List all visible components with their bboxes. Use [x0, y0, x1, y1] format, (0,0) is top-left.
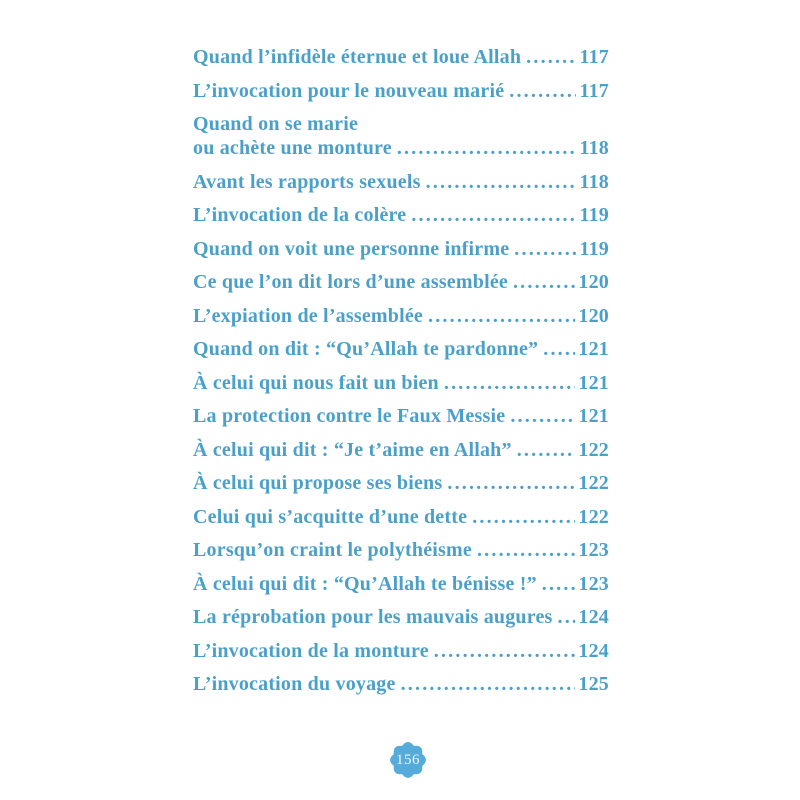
toc-entry-title: L’expiation de l’assemblée — [193, 304, 424, 327]
toc-entry — [193, 271, 609, 293]
dot-leader — [426, 171, 576, 193]
toc-entry — [193, 46, 609, 68]
toc-entry — [193, 204, 609, 226]
toc-entry-page: 122 — [578, 438, 609, 461]
toc-entry-title: À celui qui dit : “Qu’Allah te bénisse !” — [193, 572, 537, 595]
dot-leader — [444, 372, 576, 394]
dot-leader — [526, 46, 576, 68]
toc-entry-title: L’invocation du voyage — [193, 673, 396, 695]
dot-leader — [517, 439, 576, 461]
dot-leader — [477, 539, 575, 561]
toc-entry-page: 120 — [578, 271, 609, 293]
toc-entry-page: 122 — [578, 472, 609, 494]
toc-entry — [193, 573, 609, 595]
dot-leader — [434, 640, 576, 662]
toc-entry-page: 118 — [579, 170, 609, 193]
toc-entry-page: 117 — [579, 79, 609, 102]
toc-entry — [193, 338, 609, 360]
toc-entry — [193, 606, 609, 628]
toc-entry-title: La réprobation pour les mauvais augures — [193, 606, 553, 628]
toc-entry — [193, 640, 609, 662]
toc-entry-page: 124 — [578, 639, 609, 662]
toc-entry-title: Quand on voit une personne infirme — [193, 237, 510, 260]
dot-leader — [447, 472, 575, 494]
dot-leader — [397, 137, 576, 159]
dot-leader — [514, 238, 576, 260]
toc-entry — [193, 506, 609, 528]
toc-entry — [193, 238, 609, 260]
dot-leader — [542, 573, 576, 595]
toc-entry-page: 123 — [578, 539, 609, 561]
toc-entry-page: 118 — [579, 137, 609, 159]
toc-entry-title: À celui qui nous fait un bien — [193, 371, 439, 394]
toc-entry-title: Avant les rapports sexuels — [193, 170, 421, 193]
toc-entry-page: 124 — [578, 606, 609, 628]
toc-entry-page: 122 — [578, 505, 609, 528]
toc-entry — [193, 439, 609, 461]
dot-leader — [472, 506, 575, 528]
toc-entry-title: Quand l’infidèle éternue et loue Allah — [193, 46, 522, 68]
toc-entry — [193, 405, 609, 427]
toc-entry — [193, 113, 609, 159]
toc-entry — [193, 472, 609, 494]
toc-entry-page: 125 — [578, 673, 609, 695]
toc-entry-title: Ce que l’on dit lors d’une assemblée — [193, 271, 508, 293]
dot-leader — [513, 271, 575, 293]
toc-entry-title: L’invocation de la monture — [193, 639, 429, 662]
dot-leader — [509, 80, 576, 102]
toc-entry-page: 121 — [578, 371, 609, 394]
dot-leader — [411, 204, 576, 226]
toc-entry-title: Quand on dit : “Qu’Allah te pardonne” — [193, 338, 539, 360]
toc-entry-page: 121 — [578, 405, 609, 427]
toc-entry — [193, 539, 609, 561]
dot-leader — [401, 673, 576, 695]
dot-leader — [428, 305, 575, 327]
dot-leader — [558, 606, 576, 628]
toc-entry-page: 121 — [578, 338, 609, 360]
toc-entry-title: Celui qui s’acquitte d’une dette — [193, 505, 468, 528]
toc-entry-page: 117 — [579, 46, 609, 68]
toc-entry-title: Quand on se marie — [193, 113, 359, 135]
toc-entry — [193, 372, 609, 394]
toc-entry — [193, 305, 609, 327]
toc-entry-title: La protection contre le Faux Messie — [193, 405, 506, 427]
toc-entry-title: À celui qui dit : “Je t’aime en Allah” — [193, 438, 512, 461]
page-number-label: 156 — [396, 751, 420, 768]
page-number-badge — [385, 737, 431, 783]
dot-leader — [510, 405, 575, 427]
toc-entry-title: L’invocation de la colère — [193, 204, 407, 226]
toc-entry-title: L’invocation pour le nouveau marié — [193, 79, 505, 102]
toc-entry-page: 120 — [578, 304, 609, 327]
toc-entry-title: Lorsqu’on craint le polythéisme — [193, 539, 472, 561]
toc-entry-page: 123 — [578, 572, 609, 595]
toc-entry-page: 119 — [579, 204, 609, 226]
toc-entry — [193, 673, 609, 695]
dot-leader — [543, 338, 575, 360]
toc-entry-title: ou achète une monture — [193, 137, 392, 159]
toc-entry — [193, 80, 609, 102]
toc-entry — [193, 171, 609, 193]
toc-list — [193, 46, 609, 695]
toc-entry-page: 119 — [579, 237, 609, 260]
toc-entry-title: À celui qui propose ses biens — [193, 472, 443, 494]
